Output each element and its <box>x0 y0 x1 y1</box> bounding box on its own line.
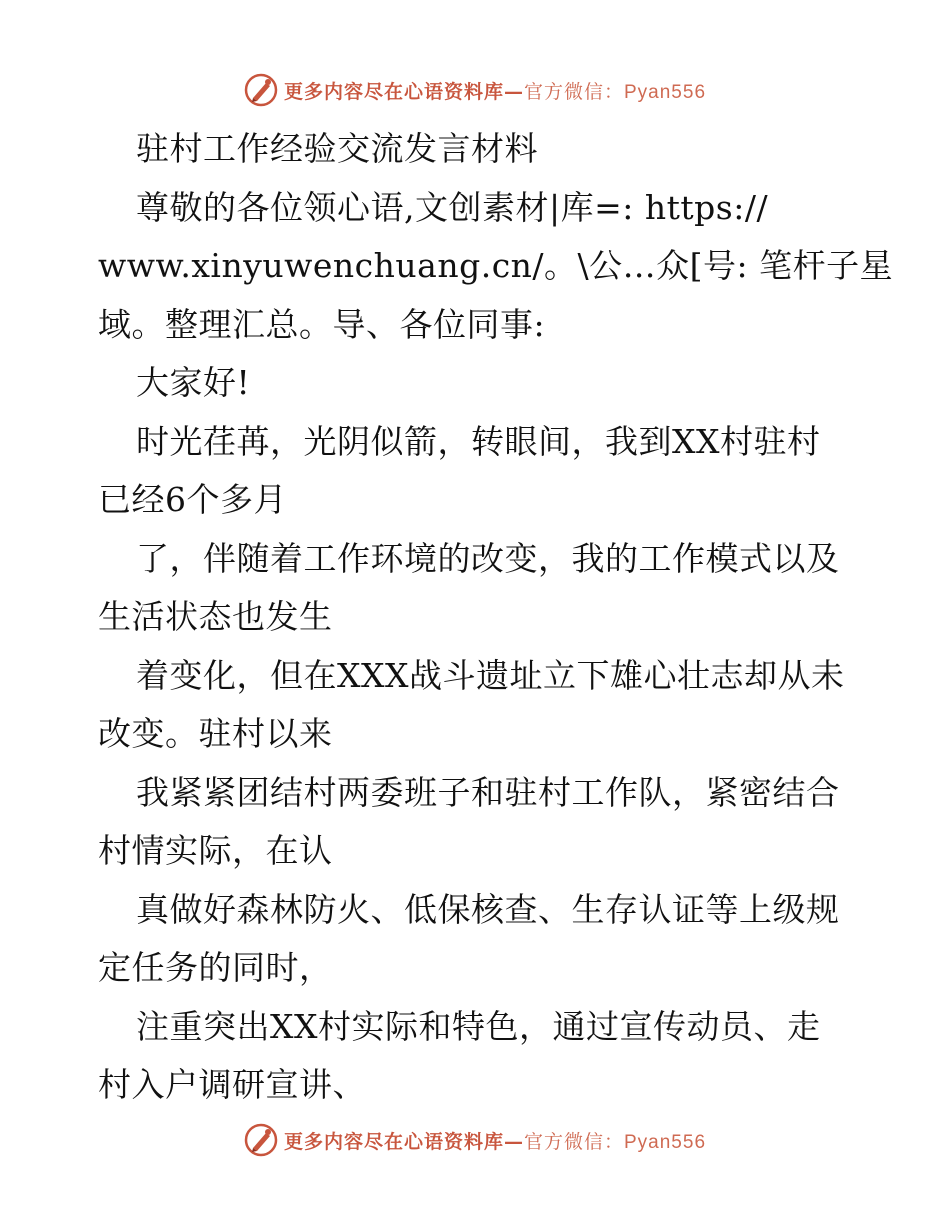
text-line: 定任务的同时， <box>98 948 333 987</box>
text-line: www.xinyuwenchuang.cn/。\公…众[号: 笔杆子星 <box>98 246 894 285</box>
text-line: 村入户调研宣讲、 <box>98 1065 366 1104</box>
text-line: 村情实际，在认 <box>98 831 333 870</box>
document-body <box>98 120 894 1115</box>
text-line: 域。整理汇总。导、各位同事: <box>98 304 546 344</box>
text-line: 注重突出XX村实际和特色，通过宣传动员、走 <box>136 1006 821 1046</box>
text-line: 生活状态也发生 <box>98 597 333 636</box>
text-line: 大家好! <box>136 363 251 402</box>
document-title: 驻村工作经验交流发言材料 <box>136 129 538 168</box>
text-line: 时光荏苒，光阴似箭，转眼间，我到XX村驻村 <box>136 421 821 461</box>
footer-wechat-label: 官方微信：Pyan556 <box>524 1131 707 1153</box>
text-line: 着变化，但在XXX战斗遗址立下雄心壮志却从未 <box>136 655 845 695</box>
pen-logo-icon <box>244 73 278 107</box>
header-wechat-label: 官方微信：Pyan556 <box>524 81 707 103</box>
text-line: 改变。驻村以来 <box>98 714 333 753</box>
pen-logo-icon <box>244 1123 278 1157</box>
header-banner-text: 更多内容尽在心语资料库—官方微信：Pyan556 <box>283 80 707 103</box>
text-line: 尊敬的各位领心语,文创素材|库=: https:// <box>136 187 769 227</box>
footer-banner-text: 更多内容尽在心语资料库—官方微信：Pyan556 <box>283 1130 707 1153</box>
header-banner <box>0 70 950 110</box>
footer-banner <box>0 1120 950 1160</box>
text-line: 我紧紧团结村两委班子和驻村工作队，紧密结合 <box>136 772 840 812</box>
text-line: 真做好森林防火、低保核查、生存认证等上级规 <box>136 889 840 929</box>
text-line: 已经6个多月 <box>98 480 287 519</box>
text-line: 了，伴随着工作环境的改变，我的工作模式以及 <box>136 538 840 578</box>
